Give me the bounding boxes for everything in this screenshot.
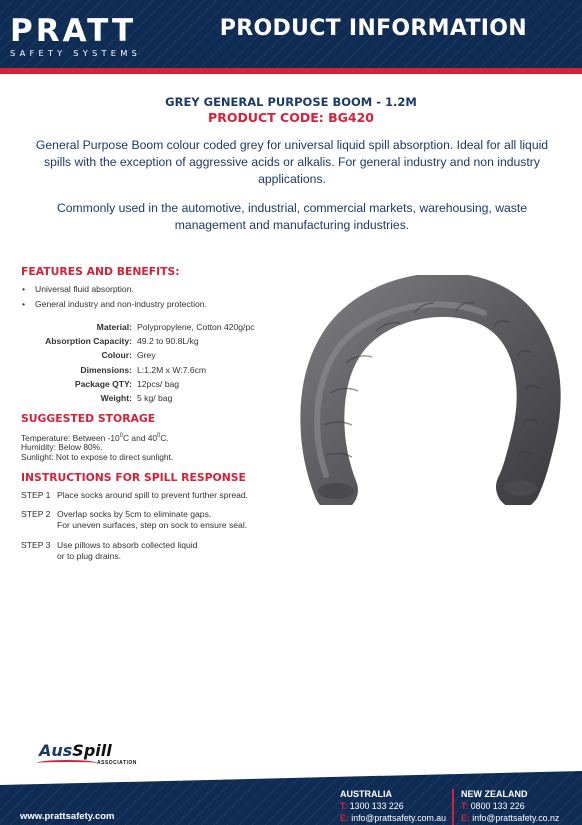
ausspill-swoosh-icon bbox=[37, 760, 97, 766]
spec-value: 5 kg/ bag bbox=[137, 392, 173, 403]
phone-number[interactable]: 1300 133 226 bbox=[349, 801, 404, 811]
spec-label: Weight: bbox=[100, 392, 132, 403]
spec-row bbox=[22, 364, 255, 378]
features-heading: FEATURES AND BENEFITS: bbox=[21, 265, 180, 278]
feature-text: Universal fluid absorption. bbox=[35, 284, 134, 294]
contact-australia bbox=[340, 788, 446, 824]
storage-info bbox=[21, 432, 173, 462]
storage-sunlight: Sunlight: Not to expose to direct sunlight. bbox=[21, 451, 174, 462]
temperature-text: C and 40 bbox=[123, 432, 158, 443]
phone-line bbox=[340, 800, 446, 812]
phone-number[interactable]: 0800 133 226 bbox=[470, 801, 525, 811]
instruction-step bbox=[21, 540, 197, 561]
page-title: PRODUCT INFORMATION bbox=[219, 16, 527, 41]
product-description: General Purpose Boom colour coded grey for universal liquid spill absorption. Ideal for all liquid spills with the exception of aggressive acids or alkalis. For general industry and non industry applications. bbox=[35, 138, 549, 186]
email-line bbox=[340, 812, 446, 824]
header-accent-stripe bbox=[0, 68, 582, 74]
spec-row bbox=[22, 378, 255, 392]
spec-value: 12pcs/ bag bbox=[137, 378, 180, 389]
feature-text: General industry and non-industry protection. bbox=[35, 298, 207, 309]
step-text: For uneven surfaces, step on sock to ensure seal. bbox=[57, 519, 248, 530]
instructions-heading: INSTRUCTIONS FOR SPILL RESPONSE bbox=[21, 471, 246, 484]
ausspill-association: ASSOCIATION bbox=[97, 760, 137, 766]
region-name: NEW ZEALAND bbox=[461, 789, 528, 799]
contact-new-zealand bbox=[461, 788, 559, 824]
boom-end-left bbox=[318, 483, 354, 499]
boom-end-right bbox=[503, 480, 537, 496]
product-name: GREY GENERAL PURPOSE BOOM - 1.2M bbox=[165, 95, 417, 109]
spec-value: 49.2 to 90.8L/kg bbox=[137, 336, 199, 347]
ausspill-wordmark bbox=[39, 741, 112, 760]
footer-divider bbox=[452, 789, 454, 825]
spec-row bbox=[22, 349, 255, 363]
step-label: STEP 1 bbox=[21, 490, 51, 500]
list-item bbox=[22, 283, 207, 298]
pratt-logo bbox=[10, 13, 142, 58]
step-text: Use pillows to absorb collected liquid bbox=[57, 540, 198, 550]
ausspill-spill-text: Spill bbox=[72, 741, 112, 760]
email-label: E: bbox=[340, 813, 349, 823]
spec-value: Grey bbox=[137, 350, 156, 361]
logo-tagline: SAFETY SYSTEMS bbox=[10, 48, 142, 58]
logo-wordmark: PRATT bbox=[10, 13, 137, 49]
phone-label: T: bbox=[461, 801, 469, 811]
step-label: STEP 2 bbox=[21, 509, 51, 519]
product-code: PRODUCT CODE: BG420 bbox=[208, 110, 374, 125]
phone-label: T: bbox=[340, 801, 348, 811]
ausspill-aus-text: Aus bbox=[39, 741, 73, 760]
spec-row bbox=[22, 321, 255, 335]
spec-label: Absorption Capacity: bbox=[45, 336, 132, 347]
instruction-step bbox=[21, 490, 248, 501]
spec-row bbox=[22, 392, 255, 406]
bullet-icon: • bbox=[22, 298, 26, 309]
bullet-icon: • bbox=[22, 284, 26, 294]
storage-humidity: Humidity: Below 80%. bbox=[21, 442, 103, 453]
boom-body bbox=[322, 295, 538, 490]
specifications-table bbox=[22, 321, 255, 406]
degree-mark: 0 bbox=[119, 433, 124, 439]
header-banner bbox=[0, 0, 582, 74]
spec-value: L:1.2M x W:7.6cm bbox=[137, 364, 207, 375]
list-item bbox=[22, 298, 207, 313]
spec-label: Colour: bbox=[101, 350, 132, 361]
step-text: Place socks around spill to prevent further spread. bbox=[57, 490, 249, 500]
degree-mark: 0 bbox=[157, 433, 161, 439]
website-link[interactable]: www.prattsafety.com bbox=[20, 811, 115, 822]
spec-label: Dimensions: bbox=[80, 364, 132, 375]
step-label: STEP 3 bbox=[21, 540, 51, 550]
footer-banner bbox=[0, 771, 582, 825]
phone-line bbox=[461, 800, 559, 812]
spec-label: Package QTY: bbox=[74, 378, 132, 389]
temperature-text: Temperature: Between -10 bbox=[21, 432, 120, 443]
storage-heading: SUGGESTED STORAGE bbox=[21, 412, 156, 425]
product-usage: Commonly used in the automotive, industrial, commercial markets, warehousing, waste management and manufacturing industries. bbox=[56, 201, 528, 232]
email-link[interactable]: info@prattsafety.com.au bbox=[351, 813, 447, 823]
email-line bbox=[461, 812, 559, 824]
spec-value: Polypropylene, Cotton 420g/pc bbox=[137, 322, 255, 332]
boom-product-image bbox=[296, 275, 568, 505]
features-list bbox=[22, 283, 207, 312]
email-label: E: bbox=[461, 813, 470, 823]
temperature-text: C. bbox=[160, 432, 169, 443]
spec-label: Material: bbox=[96, 322, 132, 332]
step-text: or to plug drains. bbox=[57, 550, 122, 561]
region-name: AUSTRALIA bbox=[340, 789, 392, 799]
spec-row bbox=[22, 335, 255, 349]
step-text: Overlap socks by 5cm to eliminate gaps. bbox=[57, 509, 212, 519]
email-link[interactable]: info@prattsafety.co.nz bbox=[472, 813, 560, 823]
instruction-step bbox=[21, 509, 247, 530]
